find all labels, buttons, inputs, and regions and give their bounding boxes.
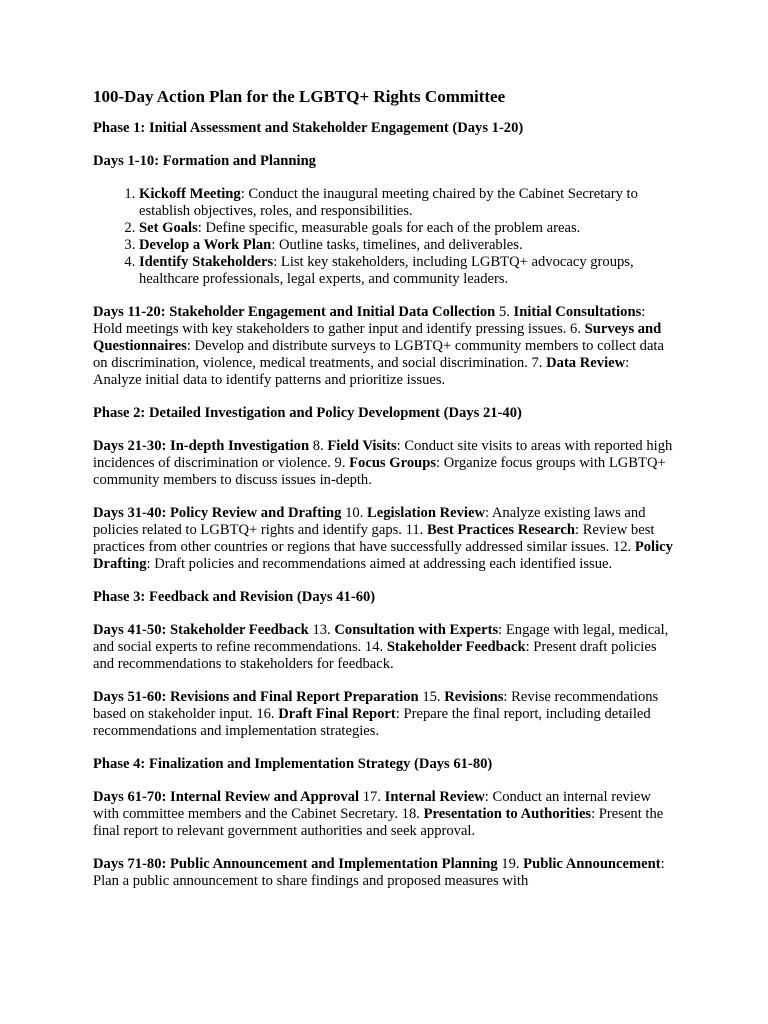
list-item xyxy=(139,186,673,220)
list-item-term: Kickoff Meeting xyxy=(139,186,241,202)
item-number: 8. xyxy=(309,438,328,454)
item-term: Best Practices Research xyxy=(426,522,575,538)
item-number: 5. xyxy=(495,304,514,320)
phase-4-heading: Phase 4: Finalization and Implementation Strategy (Days 61-80) xyxy=(93,756,493,772)
list-item-term: Set Goals xyxy=(139,220,198,236)
days-61-70-paragraph xyxy=(93,789,673,840)
list-item xyxy=(139,254,673,288)
item-text: : Hold meetings with key stakeholders to gather input and identify pressing issues. 6. xyxy=(93,304,646,337)
item-term: Public Announcement xyxy=(523,856,661,872)
item-text: : Analyze initial data to identify patterns and prioritize issues. xyxy=(93,355,630,388)
item-number: 10. xyxy=(341,505,368,521)
days-41-50-paragraph xyxy=(93,622,673,673)
phase-2-heading: Phase 2: Detailed Investigation and Policy Development (Days 21-40) xyxy=(93,405,522,421)
item-number: 13. xyxy=(308,622,335,638)
days-11-20-paragraph xyxy=(93,304,673,389)
item-text: : Develop and distribute surveys to LGBTQ+ community members to collect data on discrimination, violence, medical treatments, and social discrimination. 7. xyxy=(93,338,664,371)
list-item-text: : List key stakeholders, including LGBTQ+ advocacy groups, healthcare professionals, legal experts, and community leaders. xyxy=(139,254,634,287)
days-21-30-heading: Days 21-30: In-depth Investigation xyxy=(93,438,310,454)
item-text: : Conduct site visits to areas with reported high incidences of discrimination or violence. 9. xyxy=(93,438,673,471)
item-text: : Engage with legal, medical, and social experts to refine recommendations. 14. xyxy=(93,622,669,655)
item-text: : Conduct an internal review with committee members and the Cabinet Secretary. 18. xyxy=(93,789,651,822)
item-term: Consultation with Experts xyxy=(334,622,499,638)
days-61-70-heading: Days 61-70: Internal Review and Approval xyxy=(93,789,360,805)
item-term: Stakeholder Feedback xyxy=(386,639,526,655)
phase-1-heading: Phase 1: Initial Assessment and Stakeholder Engagement (Days 1-20) xyxy=(93,120,524,136)
item-text: : Plan a public announcement to share findings and proposed measures with xyxy=(93,856,665,889)
days-41-50-heading: Days 41-50: Stakeholder Feedback xyxy=(93,622,309,638)
days-11-20-heading: Days 11-20: Stakeholder Engagement and Initial Data Collection xyxy=(93,304,496,320)
item-term: Revisions xyxy=(444,689,504,705)
item-term: Data Review xyxy=(546,355,626,371)
days-71-80-paragraph xyxy=(93,856,673,890)
days-51-60-heading: Days 51-60: Revisions and Final Report Preparation xyxy=(93,689,419,705)
document-page xyxy=(93,86,673,906)
item-term: Policy Drafting xyxy=(93,539,673,572)
item-term: Initial Consultations xyxy=(513,304,642,320)
days-1-10-heading: Days 1-10: Formation and Planning xyxy=(93,153,316,169)
list-item-text: : Define specific, measurable goals for each of the problem areas. xyxy=(197,220,581,236)
list-item xyxy=(139,237,673,254)
list-item-text: : Conduct the inaugural meeting chaired by the Cabinet Secretary to establish objectives, roles, and responsibilities. xyxy=(139,186,638,219)
document-title: 100-Day Action Plan for the LGBTQ+ Rights Committee xyxy=(93,87,506,106)
item-number: 15. xyxy=(418,689,445,705)
days-51-60-paragraph xyxy=(93,689,673,740)
item-text: : Prepare the final report, including detailed recommendations and implementation strategies. xyxy=(93,706,651,739)
item-text: : Review best practices from other countries or regions that have successfully addressed similar issues. 12. xyxy=(93,522,655,555)
item-term: Legislation Review xyxy=(367,505,485,521)
item-term: Draft Final Report xyxy=(278,706,396,722)
list-item-text: : Outline tasks, timelines, and deliverables. xyxy=(271,237,523,253)
days-71-80-heading: Days 71-80: Public Announcement and Implementation Planning xyxy=(93,856,498,872)
list-item xyxy=(139,220,673,237)
days-1-10-list xyxy=(93,186,673,288)
days-21-30-paragraph xyxy=(93,438,673,489)
item-term: Surveys and Questionnaires xyxy=(93,321,662,354)
item-text: : Present the final report to relevant government authorities and seek approval. xyxy=(93,806,664,839)
days-31-40-heading: Days 31-40: Policy Review and Drafting xyxy=(93,505,342,521)
days-31-40-paragraph xyxy=(93,505,673,573)
item-text: : Organize focus groups with LGBTQ+ community members to discuss issues in-depth. xyxy=(93,455,666,488)
item-text: : Present draft policies and recommendations to stakeholders for feedback. xyxy=(93,639,657,672)
item-number: 19. xyxy=(497,856,524,872)
item-term: Internal Review xyxy=(384,789,485,805)
item-term: Presentation to Authorities xyxy=(423,806,592,822)
item-number: 17. xyxy=(359,789,385,805)
item-term: Field Visits xyxy=(327,438,397,454)
item-text: : Analyze existing laws and policies related to LGBTQ+ rights and identify gaps. 11. xyxy=(93,505,646,538)
list-item-term: Develop a Work Plan xyxy=(139,237,272,253)
list-item-term: Identify Stakeholders xyxy=(139,254,274,270)
phase-3-heading: Phase 3: Feedback and Revision (Days 41-60) xyxy=(93,589,376,605)
item-text: : Draft policies and recommendations aimed at addressing each identified issue. xyxy=(146,556,613,572)
item-term: Focus Groups xyxy=(349,455,437,471)
item-text: : Revise recommendations based on stakeholder input. 16. xyxy=(93,689,659,722)
